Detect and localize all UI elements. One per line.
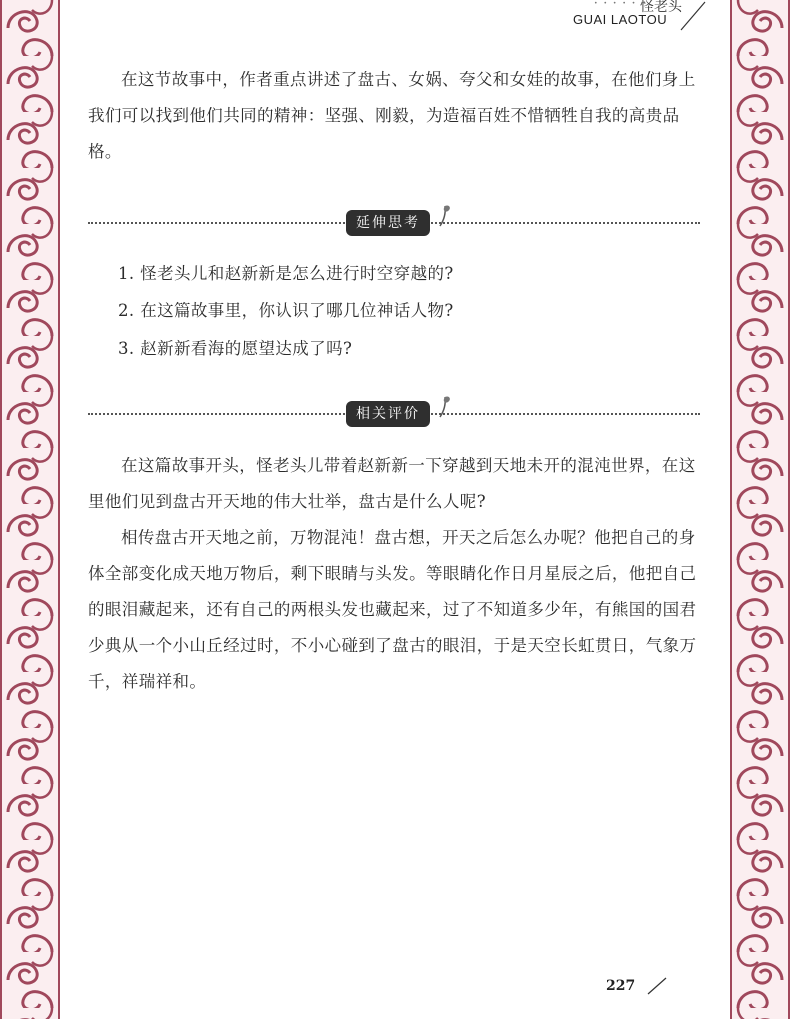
scroll-pattern-icon	[732, 0, 788, 1019]
question-item-3: 3. 赵新新看海的愿望达成了吗?	[118, 339, 353, 358]
footer-slash-icon	[646, 976, 668, 996]
summary-paragraph: 在这节故事中，作者重点讲述了盘古、女娲、夸父和女娃的故事，在他们身上我们可以找到他们共同的精神：坚强、刚毅，为造福百姓不惜牺牲自我的高贵品格。	[88, 70, 696, 161]
question-item-2: 2. 在这篇故事里，你认识了哪几位神话人物?	[118, 301, 454, 320]
brush-icon	[436, 393, 454, 419]
review-paragraph-2: 相传盘古开天地之前，万物混沌！盘古想，开天之后怎么办呢？他把自己的身体全部变化成天地万物后，剩下眼睛与头发。等眼睛化作日月星辰之后，他把自己的眼泪藏起来，还有自己的两根头发也藏起来，过了不知道多少年，有熊国的国君少典从一个小山丘经过时，不小心碰到了盘古的眼泪，于是天空长虹贯日，气象万千，祥瑞祥和。	[88, 528, 697, 691]
right-decorative-border	[730, 0, 790, 1019]
page-number: 227	[606, 978, 636, 994]
header-title-en: GUAI LAOTOU	[573, 12, 668, 27]
question-item-1: 1. 怪老头儿和赵新新是怎么进行时空穿越的?	[118, 264, 454, 283]
brush-icon	[436, 202, 454, 228]
scroll-pattern-icon	[2, 0, 58, 1019]
left-decorative-border	[0, 0, 60, 1019]
header-slash-icon	[679, 0, 719, 32]
section-badge-review: 相关评价	[346, 401, 430, 427]
header-dots: • • • • • •	[594, 0, 647, 7]
review-paragraph-1: 在这篇故事开头，怪老头儿带着赵新新一下穿越到天地未开的混沌世界，在这里他们见到盘古开天地的伟大壮举，盘古是什么人呢?	[88, 456, 696, 511]
header-title-cn: 怪老头	[640, 0, 682, 15]
book-page	[60, 0, 730, 1019]
section-badge-extend: 延伸思考	[346, 210, 430, 236]
